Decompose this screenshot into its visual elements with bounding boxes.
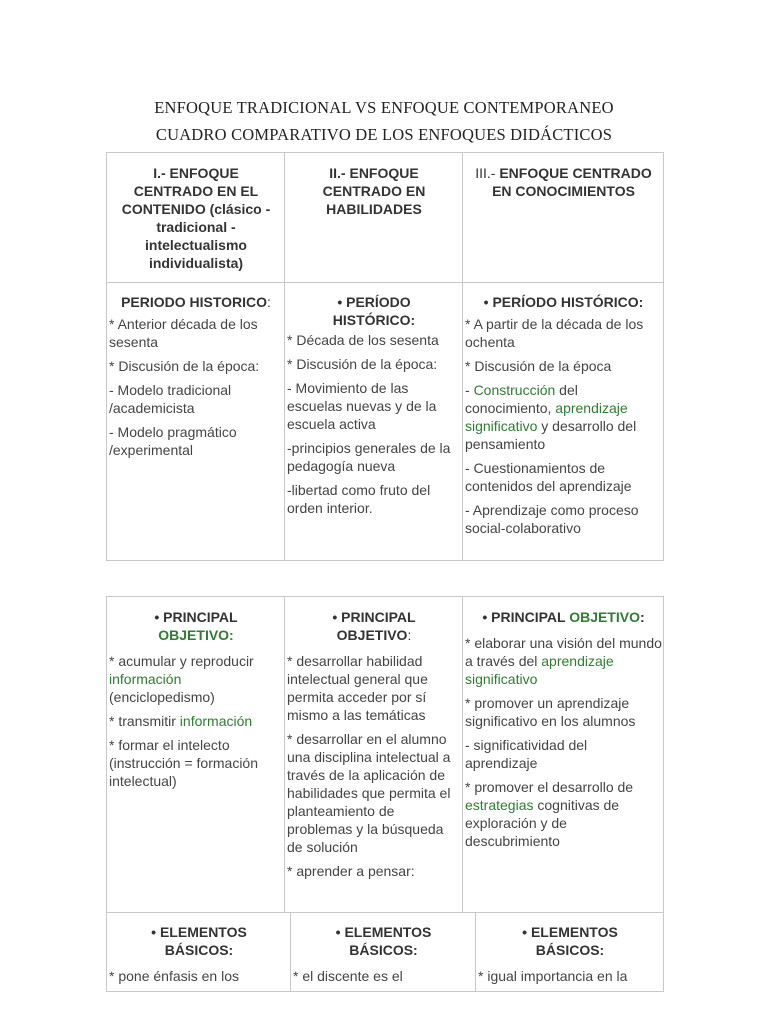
header-enfoque-contenido: I.- ENFOQUE CENTRADO EN EL CONTENIDO (clásico - tradicional - intelectualismo individualista) xyxy=(107,153,285,283)
objetivo-link[interactable]: OBJETIVO: xyxy=(158,627,234,643)
construccion-link[interactable]: Construcción xyxy=(473,382,556,398)
periodo-heading: • PERÍODO HISTÓRICO: xyxy=(332,294,416,328)
informacion-link[interactable]: información xyxy=(109,671,182,687)
header-enfoque-habilidades: II.- ENFOQUE CENTRADO EN HABILIDADES xyxy=(285,153,463,283)
aprendizaje-significativo-link[interactable]: aprendizaje significativo xyxy=(465,400,628,434)
cell-elementos-contenido: • ELEMENTOS BÁSICOS: * pone énfasis en los xyxy=(107,913,291,992)
cell-periodo-habilidades: • PERÍODO HISTÓRICO: * Década de los sesenta * Discusión de la época: - Movimiento de las escuelas nuevas y de la escuela activa -principios generales de la pedagogía nueva -libertad como fruto del orden interior. xyxy=(285,283,463,561)
elementos-heading: • ELEMENTOS BÁSICOS: xyxy=(151,924,247,958)
elementos-heading: • ELEMENTOS BÁSICOS: xyxy=(335,924,432,958)
comparison-table-1 xyxy=(106,152,664,561)
estrategias-link[interactable]: estrategias xyxy=(465,797,534,813)
cell-objetivo-contenido: • PRINCIPAL OBJETIVO: * acumular y reproducir información (enciclopedismo) * transmitir información * formar el intelecto (instrucción = formación intelectual) xyxy=(107,597,285,913)
cell-periodo-conocimientos: • PERÍODO HISTÓRICO: * A partir de la década de los ochenta * Discusión de la época - Construcción del conocimiento, aprendizaje significativo y desarrollo del pensamiento - Cuestionamientos de contenidos del aprendizaje - Aprendizaje como proceso social-colaborativo xyxy=(463,283,664,561)
periodo-heading: • PERÍODO HISTÓRICO: xyxy=(483,294,644,310)
comparison-table-3 xyxy=(106,912,664,992)
aprendizaje-significativo-link[interactable]: aprendizaje significativo xyxy=(465,653,614,687)
title-line-2: CUADRO COMPARATIVO DE LOS ENFOQUES DIDÁCTICOS xyxy=(155,125,613,144)
cell-objetivo-conocimientos: • PRINCIPAL OBJETIVO: * elaborar una visión del mundo a través del aprendizaje significativo * promover un aprendizaje significativo en los alumnos - significatividad del aprendizaje * promover el desarrollo de estrategias cognitivas de exploración y de descubrimiento xyxy=(463,597,664,913)
cell-elementos-conocimientos: • ELEMENTOS BÁSICOS: * igual importancia en la xyxy=(476,913,664,992)
cell-periodo-contenido: PERIODO HISTORICO: * Anterior década de los sesenta * Discusión de la época: - Modelo tradicional /academicista - Modelo pragmático /experimental xyxy=(107,283,285,561)
construccion-item: - Construcción del conocimiento, aprendizaje significativo y desarrollo del pensamiento xyxy=(465,382,637,452)
periodo-heading: PERIODO HISTORICO xyxy=(121,294,268,310)
informacion-link[interactable]: información xyxy=(179,713,253,729)
comparison-table-2 xyxy=(106,596,664,913)
cell-elementos-habilidades: • ELEMENTOS BÁSICOS: * el discente es el xyxy=(291,913,476,992)
header-enfoque-conocimientos: III.- ENFOQUE CENTRADO EN CONOCIMIENTOS xyxy=(463,153,664,283)
title-line-1: ENFOQUE TRADICIONAL VS ENFOQUE CONTEMPORANEO xyxy=(154,98,614,117)
objetivo-link[interactable]: OBJETIVO xyxy=(569,609,640,625)
elementos-heading: • ELEMENTOS BÁSICOS: xyxy=(522,924,618,958)
cell-objetivo-habilidades: • PRINCIPAL OBJETIVO: * desarrollar habilidad intelectual general que permita acceder por sí mismo a las temáticas * desarrollar en el alumno una disciplina intelectual a través de la aplicación de habilidades que permita el planteamiento de problemas y la búsqueda de solución * aprender a pensar: xyxy=(285,597,463,913)
